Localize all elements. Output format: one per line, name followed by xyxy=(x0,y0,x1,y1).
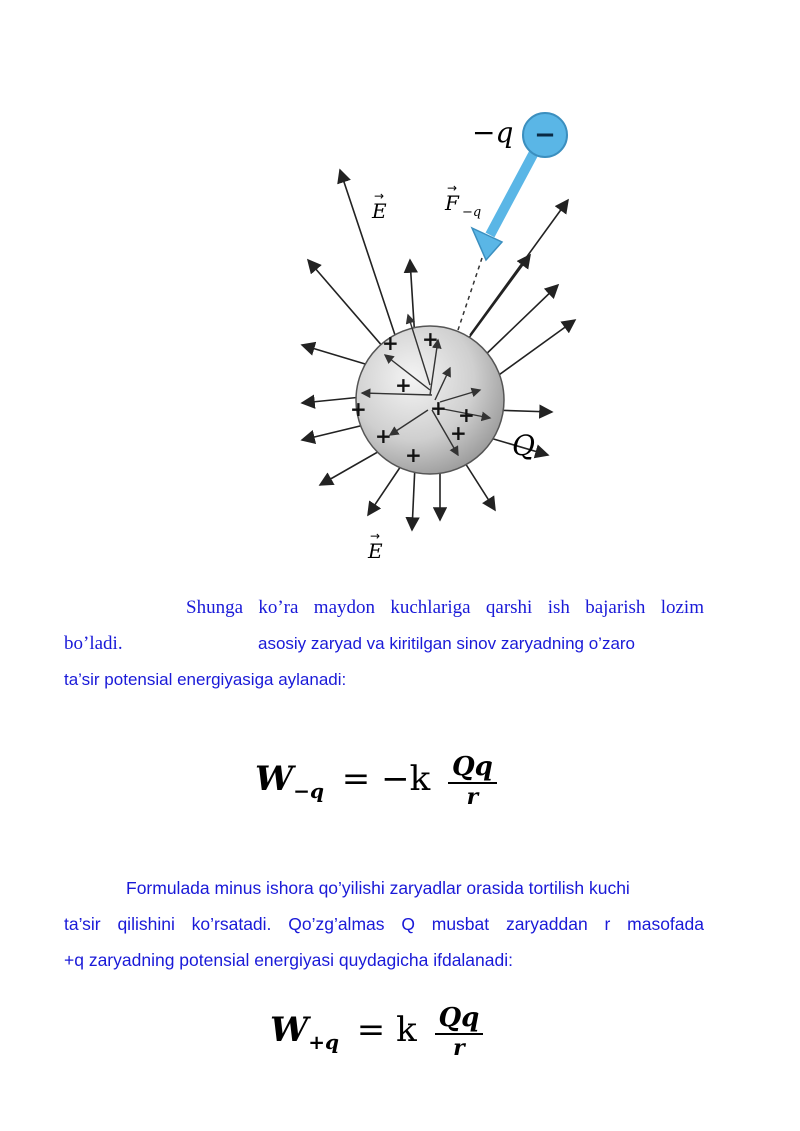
svg-text:→: → xyxy=(370,529,381,543)
paragraph-1-line-3 xyxy=(64,662,704,698)
probe-charge-label: −q xyxy=(472,116,514,149)
formula-denominator: r xyxy=(466,784,479,810)
force-label xyxy=(444,181,481,220)
field-label-bottom-text: E xyxy=(368,539,383,563)
plus-sign: + xyxy=(422,327,439,351)
paragraph-2-line-1 xyxy=(64,870,704,906)
formula-positive-charge xyxy=(270,1003,483,1061)
formula-fraction xyxy=(448,752,497,810)
formula-fraction xyxy=(435,1003,484,1061)
paragraph-2-line-2 xyxy=(64,906,704,942)
plus-sign: + xyxy=(395,373,412,397)
plus-sign: + xyxy=(382,331,399,355)
field-label-top xyxy=(371,189,387,223)
text-line: Shunga ko’ra maydon kuchlariga qarshi ish bajarish lozim xyxy=(186,597,704,618)
formula-subscript: −q xyxy=(293,778,324,803)
formula-negative-charge xyxy=(255,752,497,810)
paragraph-1-line-1 xyxy=(64,590,704,626)
text-line: +q zaryadning potensial energiyasi quydagicha ifdalanadi: xyxy=(64,950,513,970)
charged-sphere-diagram xyxy=(290,110,600,570)
plus-sign: + xyxy=(450,421,467,445)
formula-numerator: Qq xyxy=(435,1003,484,1035)
force-label-subscript: −q xyxy=(462,205,482,220)
text-line: ta’sir potensial energiyasiga aylanadi: xyxy=(64,670,347,689)
plus-sign: + xyxy=(405,443,422,467)
formula-subscript: +q xyxy=(308,1029,339,1054)
field-label-top-text: E xyxy=(372,199,387,223)
field-label-bottom xyxy=(367,529,383,563)
paragraph-1-line-2 xyxy=(64,626,704,662)
svg-text:→: → xyxy=(447,181,458,195)
paragraph-1 xyxy=(64,590,704,698)
plus-sign: + xyxy=(350,397,367,421)
plus-sign: + xyxy=(430,396,447,420)
negative-sign: − xyxy=(534,120,556,150)
svg-text:→: → xyxy=(374,189,385,203)
formula-equals: = k xyxy=(356,1010,417,1050)
formula-numerator: Qq xyxy=(448,752,497,784)
formula-lhs: W xyxy=(255,759,294,799)
paragraph-2 xyxy=(64,870,704,978)
text-line: asosiy zaryad va kiritilgan sinov zaryadning o’zaro xyxy=(258,634,636,653)
text-line: bo’ladi. xyxy=(64,633,123,654)
plus-sign: + xyxy=(458,403,475,427)
formula-denominator: r xyxy=(453,1035,465,1061)
text-line: Formulada minus ishora qo’yilishi zaryadlar orasida tortilish kuchi xyxy=(126,878,630,898)
paragraph-2-line-3 xyxy=(64,942,704,978)
formula-lhs: W xyxy=(270,1010,309,1050)
text-line: ta’sir qilishini ko’rsatadi. Qo’zg’almas Q musbat zaryaddan r masofada xyxy=(64,914,704,934)
formula-equals: = −k xyxy=(341,759,431,799)
force-label-text: F xyxy=(445,191,459,215)
plus-sign: + xyxy=(375,424,392,448)
sphere-label: Q xyxy=(512,429,535,462)
